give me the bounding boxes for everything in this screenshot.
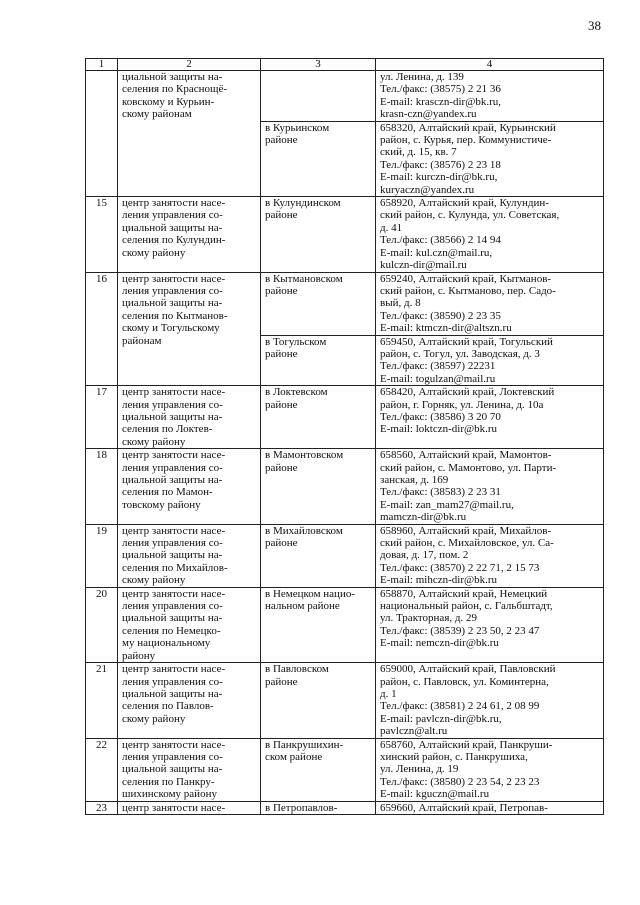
organization-name-line: селения по Кытманов-	[122, 309, 228, 322]
address-line: довая, д. 17, пом. 2	[380, 549, 469, 562]
address-line: занская, д. 169	[380, 474, 449, 486]
address-line: 658320, Алтайский край, Курьинский	[380, 121, 556, 134]
organization-name-line: центр занятости насе-	[122, 449, 226, 462]
district-line: в Кулундинском	[265, 197, 341, 210]
organization-name-cell	[118, 197, 261, 272]
page-number: 38	[588, 18, 601, 33]
district-line: районе	[265, 675, 298, 688]
organization-name-line: циальной защиты на-	[122, 297, 223, 310]
address-line: 658870, Алтайский край, Немецкий	[380, 587, 548, 600]
row-number: 16	[86, 272, 118, 386]
address-line: 659240, Алтайский край, Кытманов-	[380, 272, 552, 285]
address-line: ский, д. 15, кв. 7	[380, 146, 457, 159]
organization-name-cell	[118, 524, 261, 587]
address-line: 659660, Алтайский край, Петропав-	[380, 801, 548, 814]
address-line: E-mail: pavlczn-dir@bk.ru,	[380, 712, 502, 725]
organization-name-line: ления управления со-	[122, 537, 223, 550]
address-line: ский район, с. Кытманово, пер. Садо-	[380, 284, 556, 297]
address-line: E-mail: kguczn@mail.ru	[380, 788, 490, 801]
address-line: E-mail: zan_mam27@mail.ru,	[380, 498, 514, 511]
table-row	[86, 386, 604, 449]
organization-name-line: селения по Мамон-	[122, 486, 213, 499]
organization-name-line: циальной защиты на-	[122, 71, 223, 83]
organization-name-cell	[118, 449, 261, 524]
organization-name-line: центр занятости насе-	[122, 524, 226, 537]
address-line: 658760, Алтайский край, Панкруши-	[380, 738, 553, 751]
address-line: Тел./факс: (38586) 3 20 70	[380, 410, 501, 423]
organization-name-line: скому районам	[122, 108, 192, 121]
address-line: ский район, с. Кулунда, ул. Советская,	[380, 209, 560, 222]
organization-name-cell	[118, 386, 261, 449]
address-contacts-cell	[376, 335, 604, 386]
organization-name-line: циальной защиты на-	[122, 687, 223, 700]
address-contacts-cell	[376, 197, 604, 272]
district-line: районе	[265, 461, 298, 474]
table-row	[86, 272, 604, 335]
address-line: pavlczn@alt.ru	[380, 725, 448, 738]
organization-name-cell	[118, 587, 261, 662]
organization-name-line: району	[122, 649, 156, 662]
district-line: в Кытмановском	[265, 272, 343, 285]
address-line: район, г. Горняк, ул. Ленина, д. 10а	[380, 398, 544, 411]
organization-name-line: селения по Краснощё-	[122, 83, 227, 96]
address-contacts-cell	[376, 663, 604, 738]
organization-name-line: селения по Михайлов-	[122, 561, 228, 574]
organization-name-line: ления управления со-	[122, 600, 223, 613]
column-header: 4	[376, 59, 604, 71]
organization-name-line: районам	[122, 334, 162, 347]
address-line: ский район, с. Мамонтово, ул. Парти-	[380, 461, 557, 474]
address-line: Тел./факс: (38539) 2 23 50, 2 23 47	[380, 624, 540, 637]
organization-name-line: циальной защиты на-	[122, 549, 223, 562]
district-line: в Петропавлов-	[265, 801, 338, 814]
address-line: ул. Ленина, д. 19	[380, 763, 459, 776]
address-line: E-mail: ktmczn-dir@altszn.ru	[380, 322, 512, 335]
district-cell	[261, 663, 376, 738]
district-line: ском районе	[265, 750, 323, 763]
organization-name-line: ления управления со-	[122, 461, 223, 474]
address-line: район, с. Тогул, ул. Заводская, д. 3	[380, 347, 540, 360]
row-number: 15	[86, 197, 118, 272]
address-line: E-mail: togulzan@mail.ru	[380, 372, 496, 385]
organization-name-line: ления управления со-	[122, 675, 223, 688]
table-row	[86, 663, 604, 738]
address-line: 658420, Алтайский край, Локтевский	[380, 386, 555, 399]
address-line: krasn-czn@yandex.ru	[380, 108, 477, 121]
organization-name-cell	[118, 272, 261, 386]
address-line: E-mail: krasczn-dir@bk.ru,	[380, 95, 502, 108]
address-line: ул. Тракторная, д. 29	[380, 612, 477, 625]
district-line: в Немецком нацио-	[265, 587, 355, 600]
row-number: 21	[86, 663, 118, 738]
address-line: E-mail: nemczn-dir@bk.ru	[380, 637, 499, 650]
organization-name-line: ления управления со-	[122, 398, 223, 411]
organization-name-line: циальной защиты на-	[122, 221, 223, 234]
organization-name-cell	[118, 663, 261, 738]
address-line: Тел./факс: (38580) 2 23 54, 2 23 23	[380, 775, 540, 788]
district-line: в Панкрушихин-	[265, 738, 344, 751]
address-line: район, с. Павловск, ул. Коминтерна,	[380, 675, 549, 688]
district-line: в Павловском	[265, 663, 329, 676]
address-line: kulczn-dir@mail.ru	[380, 259, 467, 272]
organization-name-line: центр занятости насе-	[122, 738, 226, 751]
table-row	[86, 524, 604, 587]
address-contacts-cell	[376, 801, 604, 814]
column-header: 3	[261, 59, 376, 71]
address-line: национальный район, с. Гальбштадт,	[380, 600, 553, 613]
address-line: Тел./факс: (38597) 22231	[380, 360, 496, 373]
district-cell	[261, 801, 376, 814]
address-contacts-cell	[376, 272, 604, 335]
address-line: Тел./факс: (38566) 2 14 94	[380, 234, 501, 247]
district-cell	[261, 524, 376, 587]
district-line: районе	[265, 347, 298, 360]
organization-name-line: скому району	[122, 435, 186, 448]
address-contacts-cell	[376, 738, 604, 801]
address-line: Тел./факс: (38576) 2 23 18	[380, 158, 501, 171]
table-row	[86, 587, 604, 662]
address-line: Тел./факс: (38575) 2 21 36	[380, 83, 501, 96]
address-line: mamczn-dir@bk.ru	[380, 511, 467, 524]
organization-name-line: ления управления со-	[122, 750, 223, 763]
organization-name-line: центр занятости насе-	[122, 197, 226, 210]
organization-name-line: ления управления со-	[122, 284, 223, 297]
district-line: в Курьинском	[265, 121, 330, 134]
organization-name-line: центр занятости насе-	[122, 386, 226, 399]
district-cell	[261, 335, 376, 386]
row-number: 23	[86, 801, 118, 814]
column-header: 1	[86, 59, 118, 71]
address-line: 658960, Алтайский край, Михайлов-	[380, 524, 552, 537]
row-number: 19	[86, 524, 118, 587]
address-contacts-cell	[376, 121, 604, 196]
table-row	[86, 197, 604, 272]
organization-name-line: ковскому и Курьин-	[122, 95, 215, 108]
address-line: E-mail: kul.czn@mail.ru,	[380, 246, 493, 259]
district-cell	[261, 386, 376, 449]
address-contacts-cell	[376, 524, 604, 587]
organization-name-line: циальной защиты на-	[122, 410, 223, 423]
district-line: районе	[265, 134, 298, 147]
address-contacts-cell	[376, 71, 604, 122]
district-line: районе	[265, 398, 298, 411]
district-cell	[261, 121, 376, 196]
organization-name-line: му национальному	[122, 637, 211, 650]
district-cell	[261, 738, 376, 801]
district-line: в Мамонтовском	[265, 449, 344, 462]
organization-name-line: скому району	[122, 574, 186, 587]
row-number: 22	[86, 738, 118, 801]
table-row	[86, 449, 604, 524]
district-cell	[261, 587, 376, 662]
district-line: в Тогульском	[265, 335, 327, 348]
district-line: в Михайловском	[265, 524, 343, 537]
district-cell	[261, 449, 376, 524]
address-line: ул. Ленина, д. 139	[380, 71, 464, 83]
row-number: 20	[86, 587, 118, 662]
row-number: 17	[86, 386, 118, 449]
organization-name-line: циальной защиты на-	[122, 763, 223, 776]
address-line: Тел./факс: (38590) 2 23 35	[380, 309, 501, 322]
address-line: район, с. Курья, пер. Коммунистиче-	[380, 134, 552, 147]
organization-name-cell	[118, 801, 261, 814]
organization-name-line: ления управления со-	[122, 209, 223, 222]
organization-name-line: центр занятости насе-	[122, 663, 226, 676]
organization-name-line: селения по Павлов-	[122, 700, 214, 713]
address-line: 659450, Алтайский край, Тогульский	[380, 335, 553, 348]
district-cell	[261, 272, 376, 335]
column-header: 2	[118, 59, 261, 71]
address-contacts-cell	[376, 386, 604, 449]
organization-name-line: циальной защиты на-	[122, 474, 223, 486]
address-line: хинский район, с. Панкрушиха,	[380, 750, 528, 763]
district-line: районе	[265, 209, 298, 222]
organization-name-cell	[118, 71, 261, 197]
address-line: Тел./факс: (38570) 2 22 71, 2 15 73	[380, 561, 540, 574]
district-cell	[261, 71, 376, 122]
organizations-table	[85, 58, 604, 815]
organization-name-line: центр занятости насе-	[122, 587, 226, 600]
address-line: вый, д. 8	[380, 297, 421, 310]
organization-name-line: центр занятости насе-	[122, 801, 226, 814]
address-line: E-mail: loktczn-dir@bk.ru	[380, 423, 498, 436]
table-header-row	[86, 59, 604, 71]
address-line: Тел./факс: (38583) 2 23 31	[380, 486, 501, 499]
address-line: 658920, Алтайский край, Кулундин-	[380, 197, 549, 210]
district-line: в Локтевском	[265, 386, 328, 399]
organization-name-line: селения по Кулундин-	[122, 234, 226, 247]
organization-name-line: циальной защиты на-	[122, 612, 223, 625]
district-line: районе	[265, 537, 298, 550]
row-number: 18	[86, 449, 118, 524]
organization-name-line: скому району	[122, 712, 186, 725]
organization-name-line: шихинскому району	[122, 788, 217, 801]
organization-name-line: селения по Немецко-	[122, 624, 221, 637]
organization-name-line: центр занятости насе-	[122, 272, 226, 285]
row-number	[86, 71, 118, 197]
organization-name-line: скому и Тогульскому	[122, 322, 220, 335]
table-row	[86, 71, 604, 122]
table-row	[86, 738, 604, 801]
address-line: 658560, Алтайский край, Мамонтов-	[380, 449, 552, 462]
organization-name-line: скому району	[122, 246, 186, 259]
address-line: E-mail: kurczn-dir@bk.ru,	[380, 171, 498, 184]
address-line: д. 1	[380, 687, 397, 700]
address-contacts-cell	[376, 449, 604, 524]
table-row	[86, 801, 604, 814]
address-contacts-cell	[376, 587, 604, 662]
organization-name-line: товскому району	[122, 498, 201, 511]
organization-name-line: селения по Панкру-	[122, 775, 215, 788]
address-line: Тел./факс: (38581) 2 24 61, 2 08 99	[380, 700, 540, 713]
address-line: kuryaczn@yandex.ru	[380, 183, 475, 196]
address-line: E-mail: mihczn-dir@bk.ru	[380, 574, 498, 587]
organization-name-cell	[118, 738, 261, 801]
address-line: д. 41	[380, 221, 403, 234]
organization-name-line: селения по Локтев-	[122, 423, 213, 436]
district-cell	[261, 197, 376, 272]
district-line: нальном районе	[265, 600, 340, 613]
district-line: районе	[265, 284, 298, 297]
address-line: 659000, Алтайский край, Павловский	[380, 663, 556, 676]
address-line: ский район, с. Михайловское, ул. Са-	[380, 537, 554, 550]
